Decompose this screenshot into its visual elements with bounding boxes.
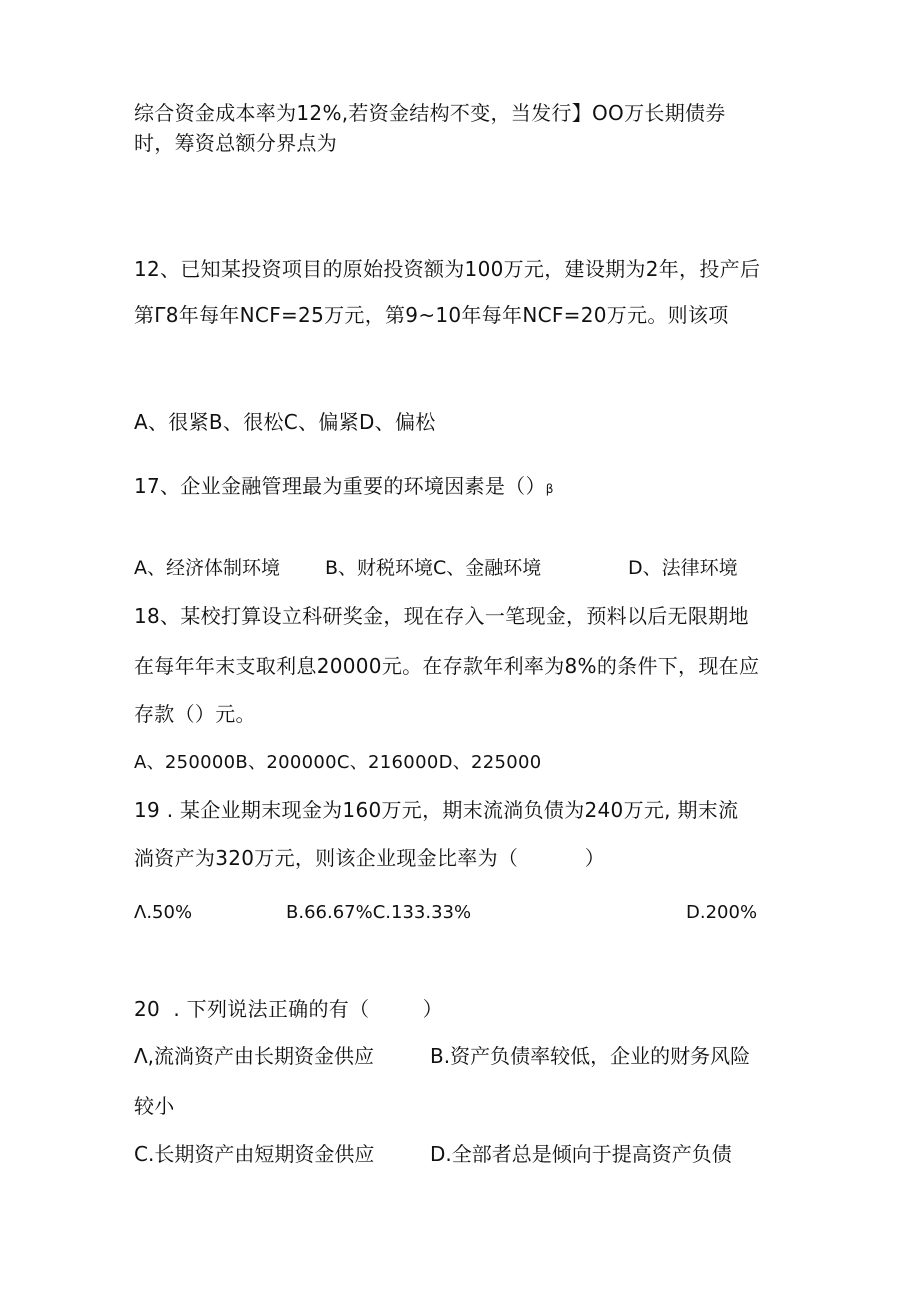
q17-option-bc: B、财税环境C、金融环境	[325, 557, 542, 579]
q20-option-c: C.长期资产由短期资金供应	[134, 1142, 375, 1166]
q16-options: A、很紧B、很松C、偏紧D、偏松	[134, 410, 436, 434]
q17-option-a: A、经济体制环境	[134, 557, 280, 579]
q19-option-d: D.200%	[686, 902, 758, 923]
q11-line-1: 综合资金成本率为12%,若资金结构不变，当发行】OO万长期债券	[134, 101, 726, 125]
q19-line-1: 19 . 某企业期末现金为160万元，期末流淌负债为240万元, 期末流	[134, 798, 739, 822]
q17-question-text: 17、企业金融管理最为重要的环境因素是（）	[134, 474, 546, 498]
q12-line-1: 12、已知某投资项目的原始投资额为100万元，建设期为2年，投产后	[134, 257, 761, 281]
q12-line-2: 第Γ8年每年NCF=25万元，第9~10年每年NCF=20万元。则该项	[134, 303, 729, 327]
q17-option-d: D、法律环境	[628, 557, 738, 579]
q18-line-3: 存款（）元。	[134, 702, 256, 726]
q19-option-a: Λ.50%	[134, 902, 193, 923]
q19-option-bc: B.66.67%C.133.33%	[286, 902, 472, 923]
q19-line-2: 淌资产为320万元，则该企业现金比率为（ ）	[134, 846, 606, 870]
q20-option-b-line-2: 较小	[134, 1094, 175, 1118]
q17-question-tail: β	[545, 482, 554, 496]
q20-option-a: Λ,流淌资产由长期资金供应	[134, 1044, 375, 1068]
q20-option-d: D.全部者总是倾向于提高资产负债	[430, 1142, 732, 1166]
q20-question: 20 . 下列说法正确的有（ ）	[134, 997, 443, 1021]
q18-options: A、250000B、200000C、216000D、225000	[134, 752, 542, 773]
q18-line-1: 18、某校打算设立科研奖金，现在存入一笔现金，预料以后无限期地	[134, 604, 749, 628]
q18-line-2: 在每年年末支取利息20000元。在存款年利率为8%的条件下，现在应	[134, 654, 760, 678]
q11-line-2: 时，筹资总额分界点为	[134, 131, 337, 155]
q17-question	[134, 474, 554, 501]
q20-option-b-line-1: B.资产负债率较低，企业的财务风险	[430, 1044, 751, 1068]
